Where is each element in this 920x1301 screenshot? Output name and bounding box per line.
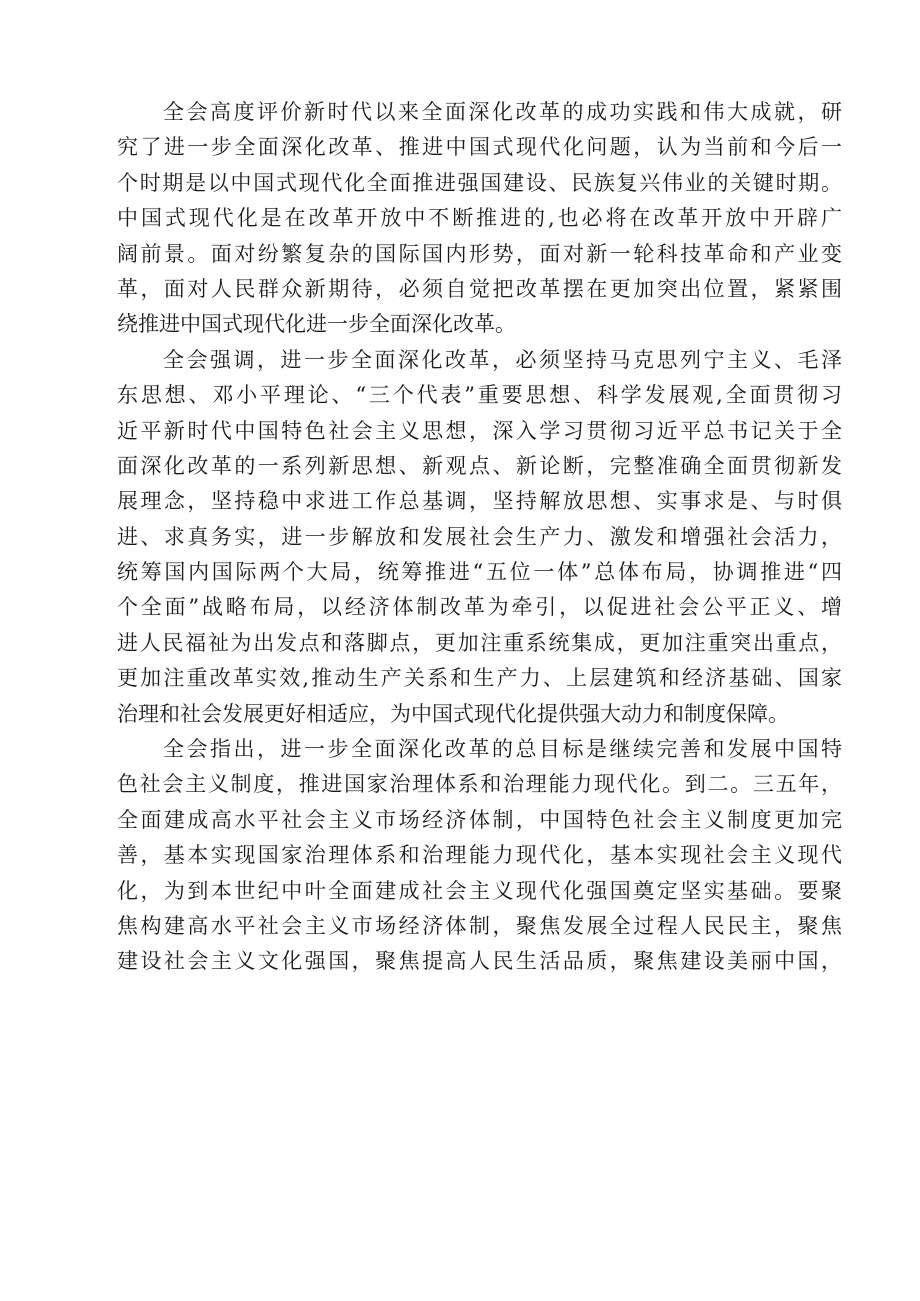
text-line: 个全面”战略布局，以经济体制改革为牵引，以促进社会公平正义、增 <box>117 595 842 620</box>
text-line: 阔前景。面对纷繁复杂的国际国内形势，面对新一轮科技革命和产业变 <box>117 241 842 266</box>
text-line: 面深化改革的一系列新思想、新观点、新论断，完整准确全面贯彻新发 <box>117 453 842 478</box>
text-line: 东思想、邓小平理论、“三个代表”重要思想、科学发展观,全面贯彻习 <box>117 383 842 408</box>
text-line: 个时期是以中国式现代化全面推进强国建设、民族复兴伟业的关键时期。 <box>117 170 842 195</box>
text-line: 究了进一步全面深化改革、推进中国式现代化问题，认为当前和今后一 <box>117 135 842 160</box>
text-line: 全会高度评价新时代以来全面深化改革的成功实践和伟大成就，研 <box>163 100 842 124</box>
text-line: 色社会主义制度，推进国家治理体系和治理能力现代化。到二。三五年， <box>117 772 842 797</box>
text-line: 绕推进中国式现代化进一步全面深化改革。 <box>117 312 516 337</box>
paragraph-1 <box>117 95 842 343</box>
text-line: 全会强调，进一步全面深化改革，必须坚持马克思列宁主义、毛泽 <box>163 347 842 372</box>
text-line: 善，基本实现国家治理体系和治理能力现代化，基本实现社会主义现代 <box>117 843 842 868</box>
text-line: 革，面对人民群众新期待，必须自觉把改革摆在更加突出位置，紧紧围 <box>117 276 842 301</box>
text-line: 统筹国内国际两个大局，统筹推进“五位一体”总体布局，协调推进“四 <box>117 560 842 585</box>
text-line: 中国式现代化是在改革开放中不断推进的,也必将在改革开放中开辟广 <box>117 206 842 231</box>
text-line: 进人民福祉为出发点和落脚点，更加注重系统集成，更加注重突出重点， <box>117 630 842 655</box>
text-line: 建设社会主义文化强国，聚焦提高人民生活品质，聚焦建设美丽中国， <box>117 949 842 974</box>
text-line: 化，为到本世纪中叶全面建成社会主义现代化强国奠定坚实基础。要聚 <box>117 878 842 903</box>
text-line: 更加注重改革实效,推动生产关系和生产力、上层建筑和经济基础、国家 <box>117 666 842 691</box>
paragraph-3 <box>117 732 842 980</box>
text-line: 近平新时代中国特色社会主义思想，深入学习贯彻习近平总书记关于全 <box>117 418 842 443</box>
text-line: 展理念，坚持稳中求进工作总基调，坚持解放思想、实事求是、与时俱 <box>117 489 842 514</box>
paragraph-2 <box>117 343 842 732</box>
text-line: 治理和社会发展更好相适应，为中国式现代化提供强大动力和制度保障。 <box>117 701 789 726</box>
text-line: 全会指出，进一步全面深化改革的总目标是继续完善和发展中国特 <box>163 737 842 762</box>
text-line: 全面建成高水平社会主义市场经济体制，中国特色社会主义制度更加完 <box>117 807 842 832</box>
text-line: 焦构建高水平社会主义市场经济体制，聚焦发展全过程人民民主，聚焦 <box>117 913 842 938</box>
text-line: 进、求真务实，进一步解放和发展社会生产力、激发和增强社会活力， <box>117 524 842 549</box>
document-page <box>117 95 842 980</box>
